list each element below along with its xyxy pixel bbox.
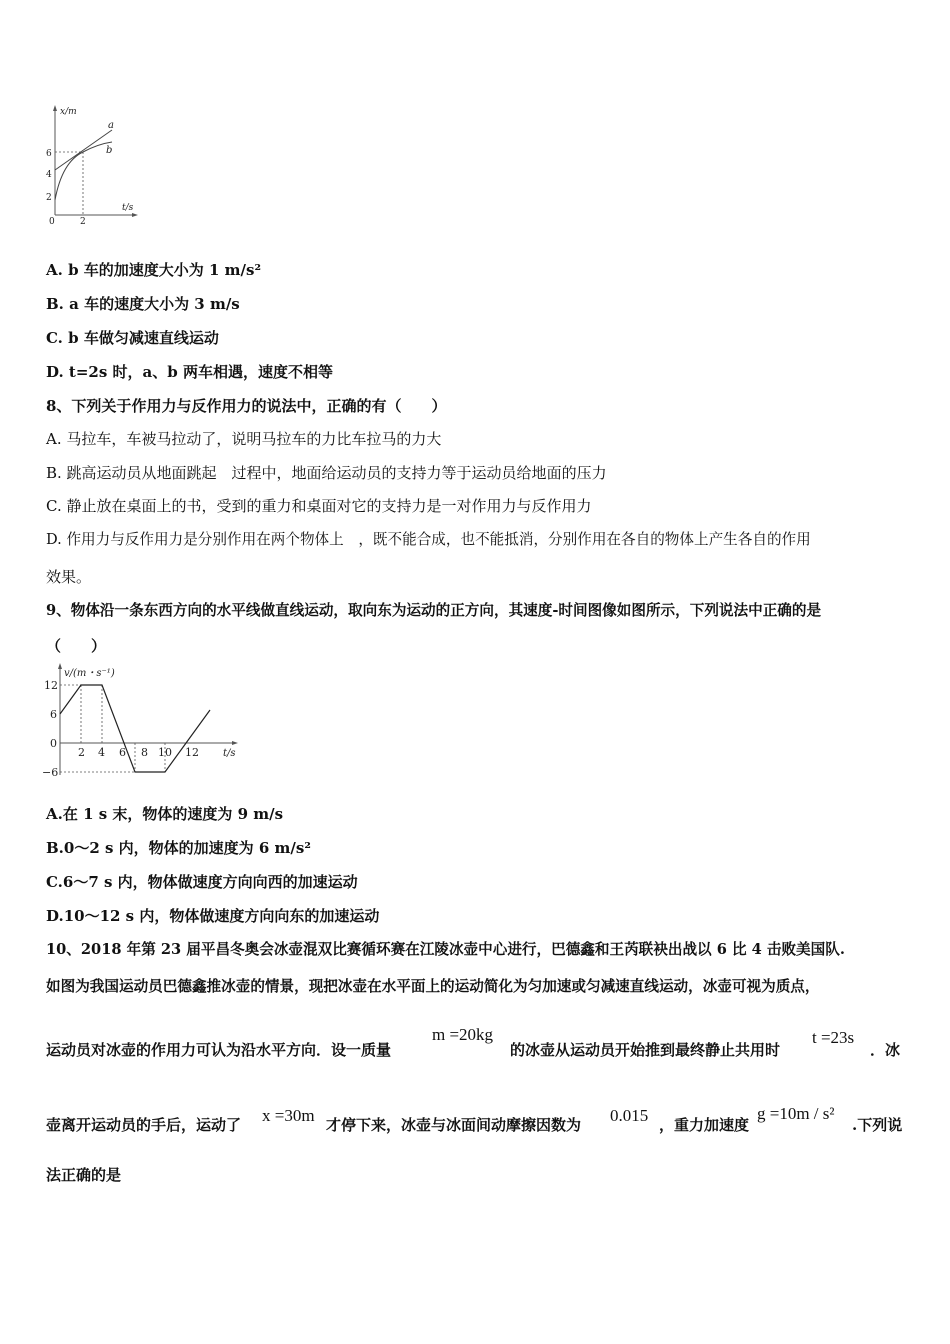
q8-option-a: A. 马拉车，车被马拉动了，说明马拉车的力比车拉马的力大 [46, 430, 442, 448]
vt-ytick: 6 [50, 708, 57, 721]
q7-option-c: C. b 车做匀减速直线运动 [46, 329, 219, 347]
xt-ytick: 2 [46, 193, 52, 203]
vt-xtick: 10 [158, 746, 172, 759]
q10-line1: 10、2018 年第 23 届平昌冬奥会冰壶混双比赛循环赛在江陵冰壶中心进行，巴德鑫和王芮联袂出战以 6 比 4 击败美国队. [46, 941, 845, 958]
xt-label-b: b [106, 145, 113, 156]
vt-xtick: 4 [98, 746, 105, 759]
q7-option-a: A. b 车的加速度大小为 1 m/s² [46, 261, 262, 279]
vt-xtick: 12 [185, 746, 199, 759]
q8-option-c: C. 静止放在桌面上的书，受到的重力和桌面对它的支持力是一对作用力与反作用力 [46, 497, 592, 515]
q10-distance-formula: x =30m [262, 1106, 315, 1125]
vt-ytick: −6 [42, 766, 59, 779]
q8-stem: 8、下列关于作用力与反作用力的说法中，正确的有（ ） [46, 397, 447, 415]
vt-xtick: 6 [119, 746, 126, 759]
xt-ytick: 4 [46, 170, 52, 180]
xt-xtick: 0 [49, 217, 55, 227]
q10-line2: 如图为我国运动员巴德鑫推冰壶的情景，现把冰壶在水平面上的运动简化为匀加速或匀减速直线运动，冰壶可视为质点， [46, 978, 820, 995]
xt-y-label: x/m [60, 107, 77, 117]
xt-x-label: t/s [122, 203, 134, 213]
xt-label-a: a [108, 120, 114, 131]
q10-mass-formula: m =20kg [432, 1025, 494, 1044]
q9-option-a: A.在 1 s 末，物体的速度为 9 m/s [46, 805, 284, 823]
q8-option-d-line2: 效果。 [46, 568, 92, 586]
q8-option-d-line1: D. 作用力与反作用力是分别作用在两个物体上 ，既不能合成，也不能抵消，分别作用在各自的物体上产生各自的作用 [46, 531, 811, 548]
q7-option-b: B. a 车的速度大小为 3 m/s [46, 295, 240, 313]
q10-line3b: 的冰壶从运动员开始推到最终静止共用时 [510, 1041, 781, 1059]
xt-line-a [55, 130, 112, 170]
q8-option-b: B. 跳高运动员从地面跳起 过程中，地面给运动员的支持力等于运动员给地面的压力 [46, 464, 607, 482]
q9-option-c: C.6～7 s 内，物体做速度方向向西的加速运动 [46, 873, 358, 891]
q10-line4b: 才停下来，冰壶与冰面间动摩擦因数为 [326, 1116, 582, 1134]
q9-stem-line2: （ ） [46, 637, 107, 655]
q10-gravity-formula: g =10m / s² [757, 1104, 835, 1123]
vt-ytick: 0 [50, 737, 57, 750]
xt-ytick: 6 [46, 149, 52, 159]
q10-line4d: .下列说 [852, 1116, 903, 1134]
vt-graph [40, 660, 250, 782]
vt-xtick: 2 [78, 746, 85, 759]
q9-option-b: B.0～2 s 内，物体的加速度为 6 m/s² [46, 839, 311, 857]
vt-y-label: v/(m・s⁻¹) [64, 668, 115, 679]
q10-line3c: ．冰 [870, 1041, 901, 1059]
q10-time-formula: t =23s [812, 1028, 855, 1047]
q10-line4c: ，重力加速度 [659, 1116, 750, 1134]
q10-line5: 法正确的是 [46, 1166, 122, 1184]
q9-option-d: D.10～12 s 内，物体做速度方向向东的加速运动 [46, 907, 380, 925]
q10-line4a: 壶离开运动员的手后，运动了 [46, 1116, 242, 1134]
vt-x-label: t/s [223, 748, 236, 759]
q9-stem-line1: 9、物体沿一条东西方向的水平线做直线运动，取向东为运动的正方向，其速度-时间图像如图所示，下列说法中正确的是 [46, 602, 822, 619]
xt-xtick: 2 [80, 217, 86, 227]
q10-line3a: 运动员对冰壶的作用力可认为沿水平方向．设一质量 [46, 1041, 392, 1059]
xt-graph [40, 100, 150, 235]
xt-curve-b [55, 142, 112, 200]
vt-ytick: 12 [44, 679, 58, 692]
q10-friction-coefficient: 0.015 [610, 1106, 649, 1125]
vt-xtick: 8 [141, 746, 148, 759]
q7-option-d: D. t=2s 时，a、b 两车相遇，速度不相等 [46, 363, 333, 381]
